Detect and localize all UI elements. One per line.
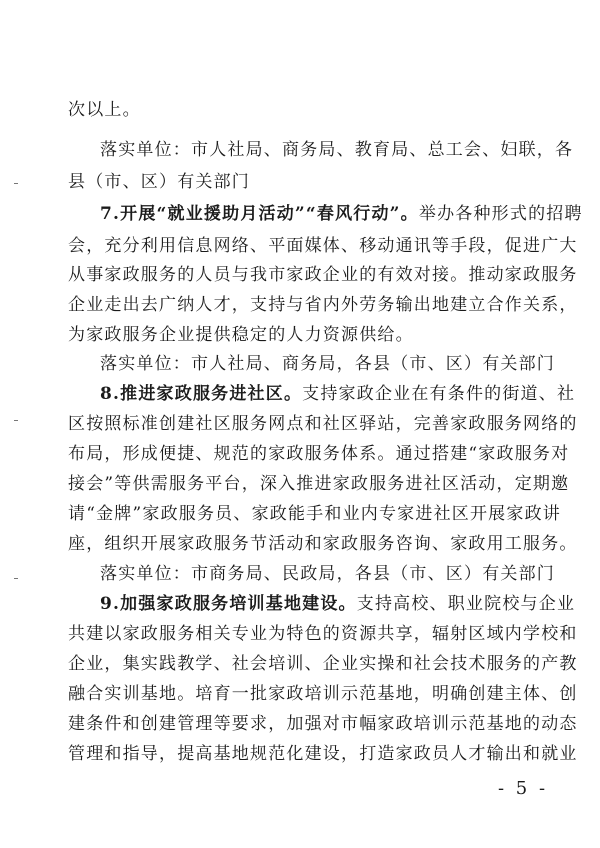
margin-mark <box>14 420 18 421</box>
text-line: 接会”等供需服务平台，深入推进家政服务进社区活动，定期邀 <box>68 474 570 494</box>
text-line: 融合实训基地。培育一批家政培训示范基地，明确创建主体、创 <box>68 684 578 704</box>
section-8-line <box>100 384 575 404</box>
text-line: 座，组织开展家政服务节活动和家政服务咨询、家政用工服务。 <box>68 534 578 554</box>
text-line: 管理和指导，提高基地规范化建设，打造家政员人才输出和就业 <box>68 744 578 764</box>
text-line: 次以上。 <box>68 100 141 120</box>
section-7-line <box>100 204 583 224</box>
text-line: 请“金牌”家政服务员、家政能手和业内专家进社区开展家政讲 <box>68 504 561 524</box>
text-line: 共建以家政服务相关专业为特色的资源共享，辐射区域内学校和 <box>68 624 578 644</box>
section-text: 举办各种形式的招聘 <box>418 204 583 224</box>
text-line: 落实单位：市人社局、商务局、教育局、总工会、妇联，各 <box>100 140 574 160</box>
margin-mark <box>14 183 18 184</box>
text-line: 县（市、区）有关部门 <box>68 172 250 192</box>
text-line: 从事家政服务的人员与我市家政企业的有效对接。推动家政服务 <box>68 265 578 285</box>
section-heading: 9.加强家政服务培训基地建设。 <box>100 594 357 614</box>
section-text: 支持高校、职业院校与企业 <box>356 594 576 614</box>
section-text: 支持家政企业在有条件的街道、社 <box>302 384 576 404</box>
text-line: 企业，集实践教学、社会培训、企业实操和社会技术服务的产教 <box>68 654 578 674</box>
text-line: 区按照标准创建社区服务网点和社区驿站，完善家政服务网络的 <box>68 414 578 434</box>
text-line: 为家政服务企业提供稳定的人力资源供给。 <box>68 325 414 345</box>
text-line: 布局，形成便捷、规范的家政服务体系。通过搭建“家政服务对 <box>68 444 570 464</box>
section-9-line <box>100 594 575 614</box>
text-line: 建条件和创建管理等要求，加强对市幅家政培训示范基地的动态 <box>68 714 578 734</box>
section-heading: 8.推进家政服务进社区。 <box>100 384 303 404</box>
page-number: - 5 - <box>498 778 549 799</box>
text-line: 落实单位：市人社局、商务局，各县（市、区）有关部门 <box>100 354 555 374</box>
section-heading: 7.开展“就业援助月活动”“春风行动”。 <box>100 204 419 224</box>
margin-mark <box>14 578 18 579</box>
text-line: 落实单位：市商务局、民政局，各县（市、区）有关部门 <box>100 564 555 584</box>
text-line: 会，充分利用信息网络、平面媒体、移动通讯等手段，促进广大 <box>68 236 578 256</box>
text-line: 企业走出去广纳人才，支持与省内外劳务输出地建立合作关系， <box>68 295 578 315</box>
